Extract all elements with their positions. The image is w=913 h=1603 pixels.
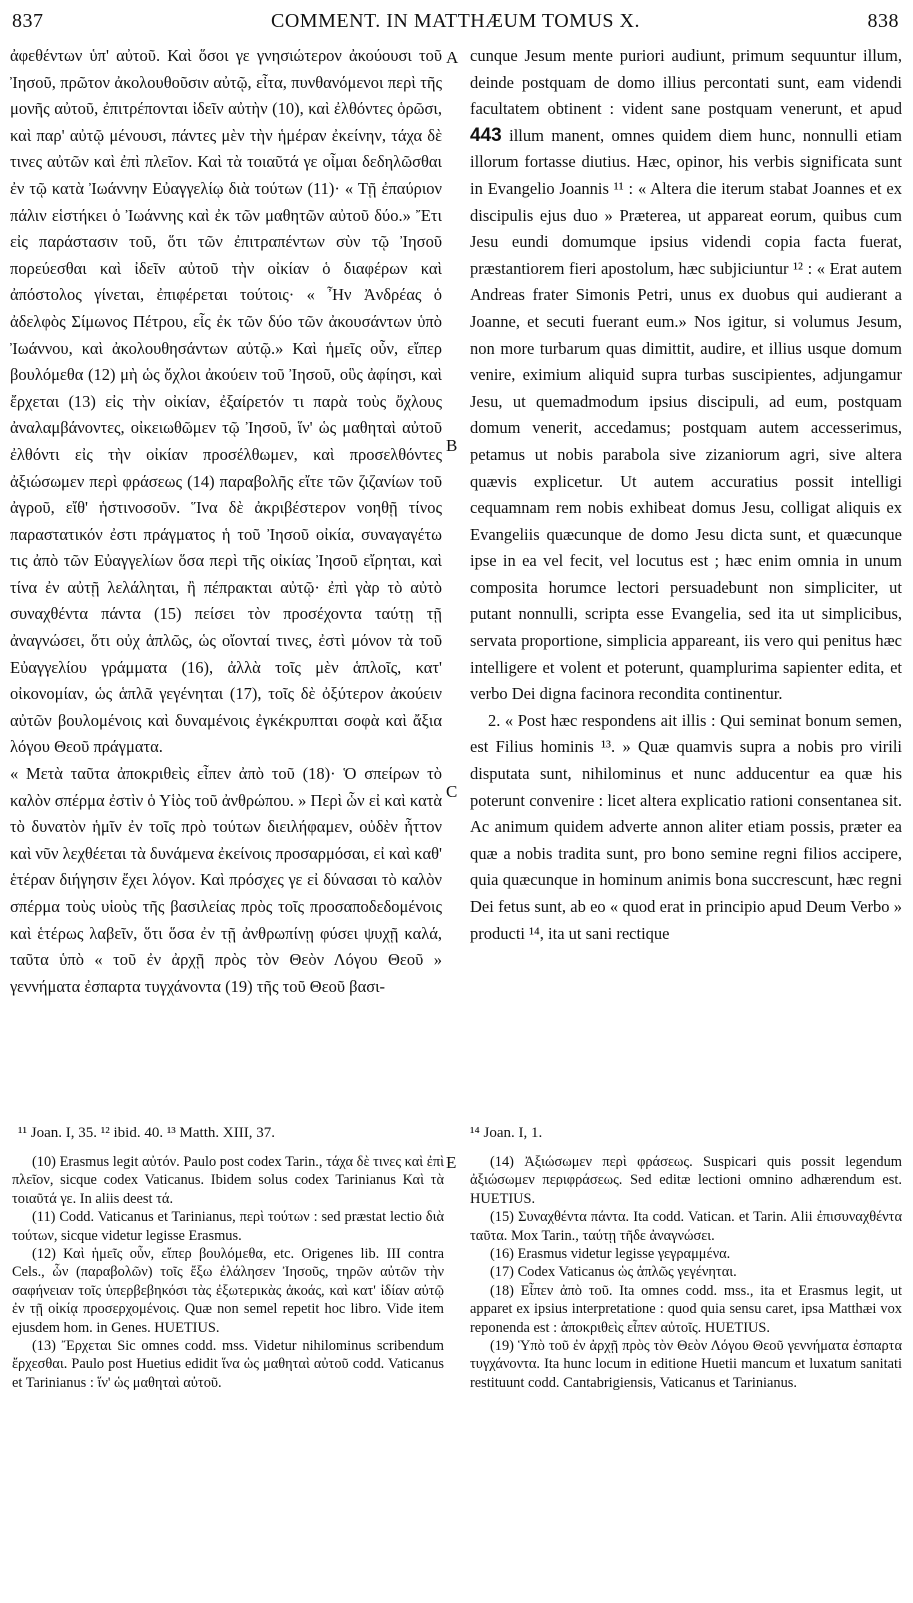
critical-notes-left	[12, 1153, 444, 1392]
footnote-refs-right: ¹⁴ Joan. I, 1.	[470, 1125, 543, 1141]
note-19: (19) Ὑπὸ τοῦ ἐν ἀρχῇ πρὸς τὸν Θεὸν Λόγου Θεοῦ γεννήματα ἐσπαρτα τυγχάνοντα. Ita hunc locum in editione Huetii mancum et luxatum sanitati restituunt codd. Cantabrigiensis, Vaticanus et Tarinianus.	[470, 1338, 902, 1391]
note-13: (13) Ἔρχεται Sic omnes codd. mss. Videtur nihilominus scribendum ἔρχεσθαι. Paulo post Huetius edidit ἵνα ὡς μαθηταὶ αὐτοῦ codd. Vaticanus et Tarinianus : ἵν' ὡς μαθηταὶ αὐτοῦ.	[12, 1338, 444, 1391]
latin-paragraph-1-end: illum manent, omnes quidem diem hunc, nonnulli etiam illorum fortasse diutius. Hæc, opinor, his verbis significata sunt in Evangelio Joannis ¹¹ : « Altera die iterum stabat Joannes et ex discipulis ejus duo » Præterea, ut appareat eorum, quibus cum Jesu eundi domumque ipsius videndi copia facta fuerat, præstantiorem fieri apostolum, hæc subjiciuntur ¹² : « Erat autem Andreas frater Simonis Petri, unus ex duobus qui audierant a Joanne, et secuti fuerant eum.» Nos igitur, si volumus Jesum, non more turbarum quas dimittit, audire, et illius usque domum venire, eximium aliquid supra turbas suscipientes, adjungamur Jesu, ut quemadmodum ipsius discipuli, ad eum, postquam domum venerit, accedamus; postquam autem accesserimus, petamus ut nobis parabola sive zizaniorum agri, sive altera quævis explicetur. Ut autem accuratius possit intelligi cequamnam rem nobis exhibeat domus Jesu, colligat aliquis ex Evangeliis quæcunque de domo Jesu dicta sunt, et quæcunque ipse in ea vel fecit, vel locutus est ; hæc enim omnia in unum composita horumce lectori persuadebunt non simpliciter, ut putant nonnulli, scripta esse Evangelia, sed ita ut simplicibus, servata proportione, simplicia appareant, iis vero qui penitus hæc intelligere et volent et poterunt, quamplurima sapienter edita, et verbo Dei digna facinora recondita continentur.	[470, 125, 902, 704]
margin-marker-b: B	[446, 436, 458, 455]
latin-paragraph-1	[470, 43, 902, 708]
critical-notes-right	[470, 1153, 902, 1392]
latin-paragraph-2: 2. « Post hæc respondens ait illis : Qui seminat bonum semen, est Filius hominis ¹³. » Quæ quamvis supra a nobis pro virili disputata sunt, nihilominus et nunc adducentur ea quæ his poterunt convenire : licet altera explicatio rationi consentanea sit. Ac animum quidem adverte annon aliter etiam possis, præter ea quæ a nobis tradita sunt, pro bono semine regni filios accipere, quia quæcunque in hominum animis bona succrescunt, hæc regni Dei fetus sunt, ab eo « quod erat in principio apud Deum Verbo » producti ¹⁴, ita ut sani rectique	[470, 710, 902, 943]
note-16: (16) Erasmus videtur legisse γεγραμμένα.	[490, 1246, 731, 1263]
note-18: (18) Εἶπεν ἀπὸ τοῦ. Ita omnes codd. mss., ita et Erasmus legit, ut apparet ex ipsius interpretatione : quod quia sensu caret, ipsa Matthæi vox reponenda est : ἀποκριθεὶς εἶπεν αὐτοῖς. HUETIUS.	[470, 1282, 902, 1336]
note-10: (10) Erasmus legit αὐτόν. Paulo post codex Tarin., τάχα δὲ τινες καὶ ἐπὶ πλεῖον, sicque codex Vaticanus. Ibidem solus codex Tarinianus Καὶ τὰ τοιαῦτά γε. In aliis deest τά.	[12, 1154, 444, 1207]
running-title: COMMENT. IN MATTHÆUM TOMUS X.	[271, 10, 640, 32]
greek-paragraph-2: « Μετὰ ταῦτα ἀποκριθεὶς εἶπεν ἀπὸ τοῦ (18)· Ὁ σπείρων τὸ καλὸν σπέρμα ἐστὶν ὁ Υἱὸς τοῦ ἀνθρώπου. » Περὶ ὧν εἰ καὶ κατὰ τὸ δυνατὸν ἡμῖν ἐν τοῖς πρὸ τούτων διειλήφαμεν, οὐδὲν ἧττον καὶ νῦν λεχθέεται τὰ δυνάμενα ἐκείνοις προσαρμόσαι, εἰ καὶ καθ' ἑτέραν διήγησιν ἔχει λόγον. Καὶ πρόσχες γε εἰ δύνασαι τὸ καλὸν σπέρμα τοὺς υἱοὺς τῆς βασιλείας πρὸς τοῖς προσαποδεδομένοις καὶ ἑτέρως λαβεῖν, ὅτι ὅσα ἐν τῇ ἀνθρωπίνῃ φύσει ψυχῇ καλά, ταῦτα ὑπὸ « τοῦ ἐν ἀρχῇ πρὸς τὸν Θεὸν Λόγου Θεοῦ » γεννήματα ἐσπαρτα τυγχάνοντα (19) τῆς τοῦ Θεοῦ βασι-	[10, 764, 442, 996]
note-17: (17) Codex Vaticanus ὡς ἁπλῶς γεγένηται.	[490, 1264, 737, 1281]
latin-column	[470, 43, 902, 947]
note-15: (15) Συναχθέντα πάντα. Ita codd. Vatican. et Tarin. Alii ἐπισυναχθέντα ταῦτα. Mox Tarin., ταύτῃ τῆδε ἀναγνώσει.	[470, 1209, 902, 1244]
margin-marker-c: C	[446, 782, 458, 801]
margin-marker-a: A	[446, 48, 459, 67]
note-11: (11) Codd. Vaticanus et Tarinianus, περὶ τούτων : sed præstat lectio διὰ τούτων, sicque videtur legisse Erasmus.	[12, 1209, 444, 1244]
line-number-marker: 443	[470, 124, 502, 146]
latin-paragraph-1-start: cunque Jesum mente puriori audiunt, primum sequuntur illum, deinde postquam de domo illius percontati sunt, eam videndi facultatem obtinent : vident sane postquam venerunt, et apud	[470, 46, 902, 119]
note-12: (12) Καὶ ἡμεῖς οὖν, εἴπερ βουλόμεθα, etc. Origenes lib. III contra Cels., ὧν (παραβολῶν) τοῖς ἔξω ἐλάλησεν Ἰησοῦς, τηρῶν αὐτῶν τὴν σαφήνειαν τοῖς ὑπερβεβηκόσι τὰς ἐξωτερικὰς ἀκοάς, καὶ κατ' ἰδίαν αὐτῷ ἐν τῇ οἰκίᾳ προσερχομένοις. Quæ non semel repetit hoc libro. Vide item ejusdem hom. in Genes. HUETIUS.	[12, 1246, 444, 1336]
page-number-right: 838	[867, 10, 899, 32]
note-14: (14) Ἀξιώσωμεν περὶ φράσεως. Suspicari quis possit legendum ἀξιώσωμεν περιφράσεως. Sed editæ lectioni omnino adhærendum est. HUETIUS.	[470, 1154, 902, 1207]
margin-marker-e: E	[446, 1153, 457, 1172]
greek-column	[10, 43, 442, 1000]
page-number-left: 837	[12, 10, 44, 32]
footnote-refs-left: ¹¹ Joan. I, 35. ¹² ibid. 40. ¹³ Matth. XIII, 37.	[18, 1125, 275, 1141]
page-header	[12, 10, 899, 34]
greek-paragraph-1: ἀφεθέντων ὑπ' αὐτοῦ. Καὶ ὅσοι γε γνησιώτερον ἀκούουσι τοῦ Ἰησοῦ, πρῶτον ἀκολουθοῦσιν αὐτῷ, εἶτα, πυνθανόμενοι περὶ τῆς μονῆς αὐτοῦ, ἐπιτρέπονται ἰδεῖν αὐτὴν (10), καὶ ἐλθόντες ὁρῶσι, καὶ παρ' αὐτῷ μένουσι, πάντες μὲν τὴν ἡμέραν ἐκείνην, τάχα δὲ τινες αὐτῶν καὶ ἐπὶ πλεῖον. Καὶ τὰ τοιαῦτά γε οἶμαι δεδηλῶσθαι ἐν τῷ κατὰ Ἰωάννην Εὐαγγελίῳ διὰ τούτων (11)· « Τῇ ἐπαύριον πάλιν εἱστήκει ὁ Ἰωάννης καὶ ἐκ τῶν μαθητῶν αὐτοῦ δύο.» Ἔτι εἰς παράστασιν τοῦ, ὅτι τῶν ἐπιτραπέντων σὺν τῷ Ἰησοῦ πορεύεσθαι καὶ ἰδεῖν αὐτοῦ τὴν οἰκίαν ὁ διαφέρων καὶ ἀπόστολος γίνεται, ἐπιφέρεται τούτοις· « Ἦν Ἀνδρέας ὁ ἀδελφὸς Σίμωνος Πέτρου, εἷς ἐκ τῶν δύο τῶν ἀκουσάντων ὑπὸ Ἰωάννου, καὶ ἀκολουθησάντων αὐτῷ.» Καὶ ἡμεῖς οὖν, εἴπερ βουλόμεθα (12) μὴ ὡς ὄχλοι ἀκούειν τοῦ Ἰησοῦ, οὓς ἀφίησι, καὶ ἔρχεται (13) εἰς τὴν οἰκίαν, ἐξαίρετόν τι παρὰ τοὺς ὄχλους ἀναλαμβάνοντες, οἰκειωθῶμεν τῷ Ἰησοῦ, ἵν' ὡς μαθηταὶ αὐτοῦ ἐλθόντι εἰς τὴν οἰκίαν προσέλθωμεν, καὶ προσελθόντες ἀξιώσωμεν περὶ φράσεως (14) παραβολῆς εἴτε τῶν ζιζανίων τοῦ ἀγροῦ, εἴθ' ἡστινοσοῦν. Ἵνα δὲ ἀκριβέστερον νοηθῇ τίνος παραστατικόν ἐστι πράγματος ἡ τοῦ Ἰησοῦ οἰκία, συναγαγέτω τις ἀπὸ τῶν Εὐαγγελίων ὅσα περὶ τῆς οἰκίας Ἰησοῦ εἴρηται, καὶ τίνα ἐν αὐτῇ λελάληται, ἢ πέπρακται αὐτῷ· ἐπὶ γὰρ τὸ αὐτὸ συναχθέντα πάντα (15) πείσει τὸν προσέχοντα ταύτῃ τῇ ἀναγνώσει, ὅτι οὐχ ἁπλῶς, ὡς οἴονταί τινες, ἐστὶ μόνον τὰ τοῦ Εὐαγγελίου γράμματα (16), ἀλλὰ τοῖς μὲν ἁπλοῖς, κατ' οἰκονομίαν, ὡς ἁπλᾶ γεγένηται (17), τοῖς δὲ ὀξύτερον ἀκούειν αὐτῶν βουλομένοις καὶ δυναμένοις ἐγκέκρυπται σοφὰ καὶ ἄξια λόγου Θεοῦ πράγματα.	[10, 46, 442, 757]
